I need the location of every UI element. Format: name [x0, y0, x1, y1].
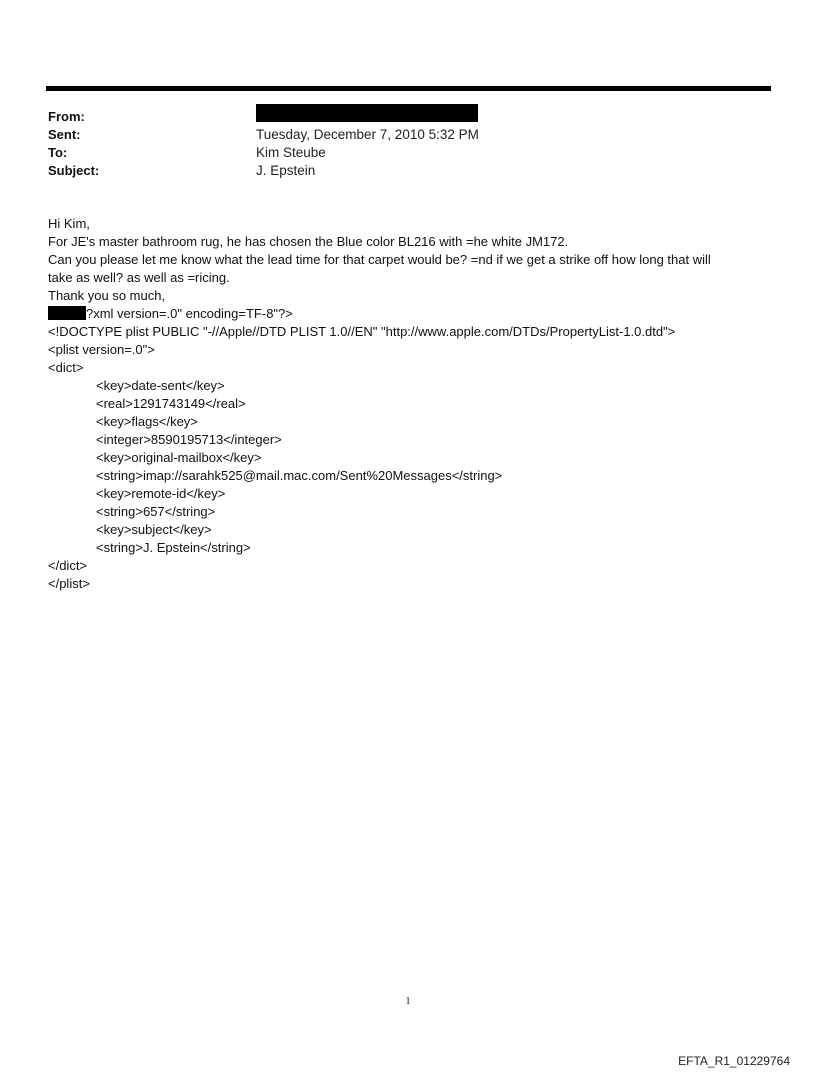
subject-label: Subject:: [48, 163, 100, 178]
body-line: For JE's master bathroom rug, he has chosen the Blue color BL216 with =he white JM172.: [48, 234, 569, 249]
sent-value: Tuesday, December 7, 2010 5:32 PM: [256, 127, 479, 142]
redaction-block: [48, 306, 86, 320]
page-number: 1: [405, 996, 411, 1007]
body-line: take as well? as well as =ricing.: [48, 270, 230, 285]
from-row: [48, 108, 748, 126]
sent-row: [48, 126, 748, 144]
to-label: To:: [48, 145, 68, 160]
greeting: Hi Kim,: [48, 216, 90, 231]
xml-declaration-line: [48, 305, 768, 323]
dict-line: <string>imap://sarahk525@mail.mac.com/Sent%20Messages</string>: [96, 468, 503, 483]
dict-line: <key>flags</key>: [96, 414, 198, 429]
email-header: [48, 108, 748, 180]
plist-close: </plist>: [48, 576, 90, 591]
xml-declaration: ?xml version=.0" encoding=TF-8"?>: [86, 306, 293, 321]
dict-open: <dict>: [48, 360, 84, 375]
from-value: [256, 108, 478, 126]
from-label: From:: [48, 109, 85, 124]
dict-close: </dict>: [48, 558, 88, 573]
dict-line: <integer>8590195713</integer>: [96, 432, 282, 447]
redaction-block: [256, 104, 478, 122]
doctype-line: <!DOCTYPE plist PUBLIC "-//Apple//DTD PLIST 1.0//EN" "http://www.apple.com/DTDs/PropertyList-1.0.dtd">: [48, 324, 676, 339]
sign-off: Thank you so much,: [48, 288, 166, 303]
to-row: [48, 144, 748, 162]
dict-line: <string>J. Epstein</string>: [96, 540, 251, 555]
dict-line: <key>subject</key>: [96, 522, 212, 537]
dict-line: <key>date-sent</key>: [96, 378, 225, 393]
dict-line: <key>original-mailbox</key>: [96, 450, 262, 465]
email-body: [48, 215, 768, 593]
plist-open: <plist version=.0">: [48, 342, 155, 357]
to-value: Kim Steube: [256, 145, 326, 160]
subject-row: [48, 162, 748, 180]
document-id: EFTA_R1_01229764: [678, 1054, 790, 1068]
dict-line: <real>1291743149</real>: [96, 396, 246, 411]
header-rule: [46, 86, 771, 91]
dict-line: <key>remote-id</key>: [96, 486, 226, 501]
subject-value: J. Epstein: [256, 163, 316, 178]
sent-label: Sent:: [48, 127, 81, 142]
body-line: Can you please let me know what the lead time for that carpet would be? =nd if we get a strike off how long that will: [48, 252, 711, 267]
dict-line: <string>657</string>: [96, 504, 216, 519]
